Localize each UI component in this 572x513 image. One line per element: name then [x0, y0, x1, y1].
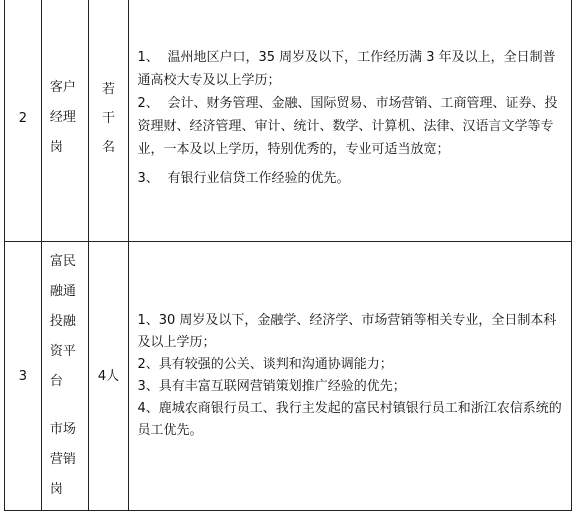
- requirement-item: 3、具有丰富互联网营销策划推广经验的优先；: [137, 379, 406, 394]
- headcount-cell: [88, 0, 129, 242]
- position-line: 融通: [49, 284, 76, 299]
- headcount-line: 若: [102, 81, 116, 97]
- position-cell: [41, 242, 88, 511]
- position-line: 经理: [49, 110, 76, 125]
- position-line: 投融: [49, 314, 76, 329]
- position-line: 客户: [49, 80, 76, 95]
- row-number: 3: [5, 242, 42, 511]
- headcount-line: 名: [102, 139, 116, 155]
- requirements-cell: [129, 242, 572, 511]
- position-line: 岗: [49, 482, 63, 497]
- position-line: 市场: [49, 422, 76, 437]
- table-row: [5, 242, 572, 511]
- position-line: 岗: [49, 140, 63, 155]
- table-row: [5, 0, 572, 242]
- position-line: 资平: [49, 344, 76, 359]
- requirement-item: 4、鹿城农商银行员工、我行主发起的富民村镇银行员工和浙江农信系统的员工优先。: [137, 401, 562, 438]
- headcount-line: 4人: [97, 368, 120, 384]
- headcount-line: 干: [102, 110, 116, 126]
- recruitment-table: [4, 0, 572, 511]
- position-cell: [41, 0, 88, 242]
- requirements-cell: [129, 0, 572, 242]
- requirement-item: 3、 有银行业信贷工作经验的优先。: [137, 171, 350, 186]
- position-line: 营销: [49, 452, 76, 467]
- requirement-item: 2、 会计、财务管理、金融、国际贸易、市场营销、工商管理、证券、投资理财、经济管理、审计、统计、数学、计算机、法律、汉语言文学等专业，一本及以上学历，特别优秀的，专业可适当放宽；: [137, 96, 558, 157]
- requirement-item: 1、30 周岁及以下，金融学、经济学、市场营销等相关专业，全日制本科及以上学历；: [137, 313, 557, 350]
- requirement-item: 2、具有较强的公关、谈判和沟通协调能力；: [137, 357, 393, 372]
- headcount-cell: [88, 242, 129, 511]
- requirement-item: 1、 温州地区户口，35 周岁及以下，工作经历满 3 年及以上，全日制普通高校大专及以上学历；: [137, 50, 556, 88]
- position-line: 富民: [49, 254, 76, 269]
- position-line: 台: [49, 374, 63, 389]
- row-number: 2: [5, 0, 42, 242]
